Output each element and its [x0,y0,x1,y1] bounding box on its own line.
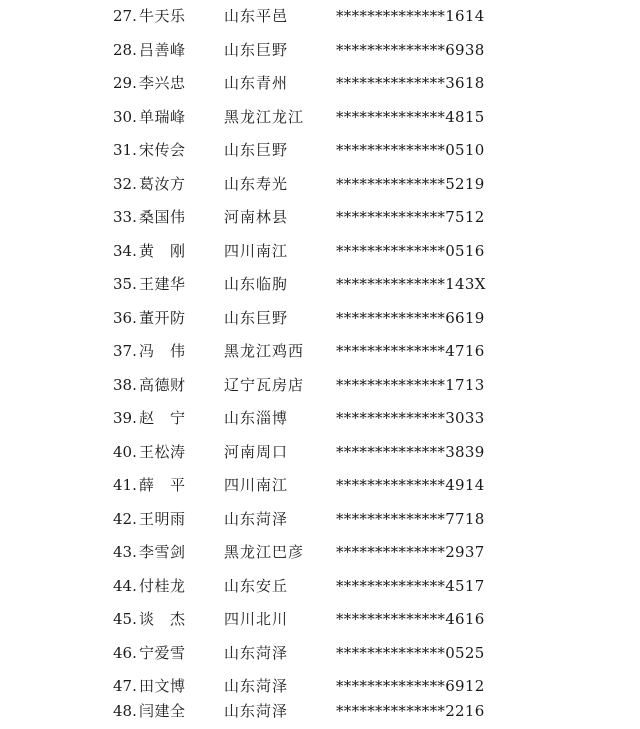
list-item [0,235,640,269]
entry-number: 47. [113,677,137,695]
entry-place: 山东巨野 [224,308,289,327]
list-item [0,335,640,369]
entry-number: 28. [113,40,137,59]
entry-id: **************4914 [336,476,485,494]
entry-number: 27. [113,7,137,25]
entry-name: 冯 伟 [139,342,186,360]
list-item [0,603,640,637]
entry-number: 42. [113,509,137,528]
entry-id: **************4517 [336,576,485,595]
entry-number: 29. [113,74,137,92]
entry-place: 山东巨野 [224,40,289,59]
entry-number: 46. [113,643,137,662]
entry-id: **************0510 [336,141,485,159]
entry-number: 30. [113,107,137,126]
entry-name: 田文博 [139,677,186,695]
entry-id: **************7512 [336,208,485,226]
entry-number: 36. [113,308,137,327]
list-item [0,402,640,436]
list-item [0,469,640,503]
list-item [0,67,640,101]
entry-id: **************0516 [336,241,485,260]
entry-place: 山东平邑 [224,7,289,25]
entry-place: 黑龙江鸡西 [224,342,305,360]
entry-name: 王建华 [139,275,186,293]
entry-number: 37. [113,342,137,360]
entry-name: 吕善峰 [139,40,186,59]
list-item [0,0,640,34]
entry-place: 河南周口 [224,442,289,461]
entry-id: **************4716 [336,342,485,360]
entry-name: 桑国伟 [139,208,186,226]
entry-id: **************1713 [336,375,485,394]
entry-place: 山东菏泽 [224,643,289,662]
entry-number: 40. [113,442,137,461]
entry-place: 河南林县 [224,208,289,226]
entry-place: 黑龙江巴彦 [224,543,305,561]
entry-name: 谈 杰 [139,610,186,628]
entry-id: **************7718 [336,509,485,528]
entry-name: 闫建全 [139,702,186,720]
entry-place: 山东安丘 [224,576,289,595]
entry-number: 45. [113,610,137,628]
entry-id: **************1614 [336,7,485,25]
entry-number: 38. [113,375,137,394]
entry-id: **************3033 [336,409,485,427]
entry-name: 葛汝方 [139,174,186,193]
list-item [0,168,640,202]
entry-number: 39. [113,409,137,427]
list-item [0,34,640,68]
entry-id: **************2216 [336,702,485,720]
list-item [0,436,640,470]
entry-number: 32. [113,174,137,193]
entry-name: 赵 宁 [139,409,186,427]
entry-place: 辽宁瓦房店 [224,375,305,394]
entry-name: 黄 刚 [139,241,186,260]
list-item [0,268,640,302]
entry-place: 山东菏泽 [224,702,289,720]
entry-place: 山东淄博 [224,409,289,427]
entry-place: 山东菏泽 [224,509,289,528]
entry-number: 33. [113,208,137,226]
entry-id: **************5219 [336,174,485,193]
entry-number: 34. [113,241,137,260]
entry-place: 四川北川 [224,610,289,628]
list-item [0,369,640,403]
entry-number: 48. [113,702,137,720]
list-item [0,101,640,135]
entry-id: **************0525 [336,643,485,662]
entry-place: 黑龙江龙江 [224,107,305,126]
entry-id: **************6938 [336,40,485,59]
entry-name: 王松涛 [139,442,186,461]
entry-place: 山东青州 [224,74,289,92]
list-item [0,695,640,729]
entry-number: 43. [113,543,137,561]
list-item [0,503,640,537]
entry-id: **************6619 [336,308,485,327]
entry-name: 牛天乐 [139,7,186,25]
list-item [0,637,640,671]
entry-name: 高德财 [139,375,186,394]
entry-id: **************3618 [336,74,485,92]
entry-place: 山东临朐 [224,275,289,293]
entry-id: **************6912 [336,677,485,695]
entry-name: 薛 平 [139,476,186,494]
entry-id: **************143X [336,275,486,293]
list-item [0,302,640,336]
entry-id: **************3839 [336,442,485,461]
entry-name: 王明雨 [139,509,186,528]
list-item [0,536,640,570]
entry-id: **************2937 [336,543,485,561]
entry-name: 宁爱雪 [139,643,186,662]
entry-id: **************4815 [336,107,485,126]
entry-name: 李雪剑 [139,543,186,561]
list-item [0,134,640,168]
entry-place: 山东寿光 [224,174,289,193]
entry-name: 宋传会 [139,141,186,159]
entry-place: 山东菏泽 [224,677,289,695]
entry-number: 35. [113,275,137,293]
entry-name: 单瑞峰 [139,107,186,126]
list-item [0,570,640,604]
entry-place: 山东巨野 [224,141,289,159]
entry-name: 付桂龙 [139,576,186,595]
entry-name: 李兴忠 [139,74,186,92]
entry-place: 四川南江 [224,476,289,494]
entry-number: 41. [113,476,137,494]
entry-number: 31. [113,141,137,159]
entry-number: 44. [113,576,137,595]
entry-id: **************4616 [336,610,485,628]
entry-name: 董开防 [139,308,186,327]
entry-place: 四川南江 [224,241,289,260]
list-item [0,201,640,235]
